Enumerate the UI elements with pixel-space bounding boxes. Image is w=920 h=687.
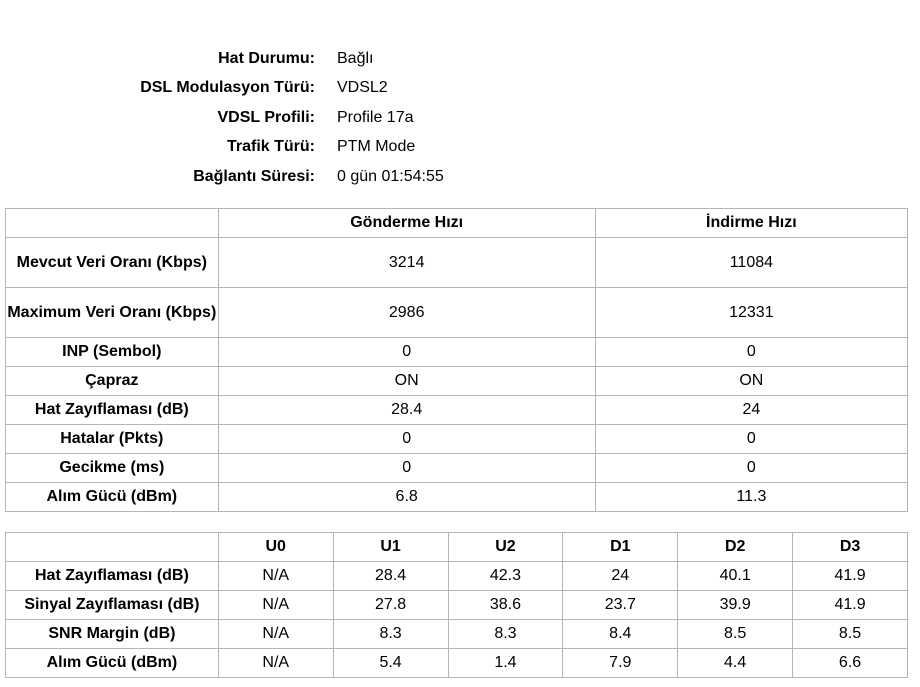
row-label: Mevcut Veri Oranı (Kbps) — [6, 238, 219, 288]
header-cell — [6, 533, 219, 562]
status-row-line-state — [0, 44, 444, 74]
upstream-value: 28.4 — [218, 396, 595, 425]
upstream-value: 0 — [218, 425, 595, 454]
band-value: 8.5 — [793, 620, 908, 649]
band-value: 41.9 — [793, 591, 908, 620]
table-row — [6, 338, 908, 367]
upstream-value: 3214 — [218, 238, 595, 288]
band-value: 28.4 — [333, 562, 448, 591]
band-value: 7.9 — [563, 649, 678, 678]
downstream-value: 0 — [595, 454, 907, 483]
status-label: Bağlantı Süresi: — [193, 167, 315, 185]
band-value: 4.4 — [678, 649, 793, 678]
header-cell — [6, 209, 219, 238]
table-row — [6, 396, 908, 425]
status-value: 0 gün 01:54:55 — [337, 167, 444, 185]
downstream-value: 11084 — [595, 238, 907, 288]
band-value: 38.6 — [448, 591, 563, 620]
band-value: 8.5 — [678, 620, 793, 649]
header-cell-band: U2 — [448, 533, 563, 562]
row-label: SNR Margin (dB) — [6, 620, 219, 649]
band-value: 8.4 — [563, 620, 678, 649]
status-label: Hat Durumu: — [218, 49, 315, 67]
upstream-value: 6.8 — [218, 483, 595, 512]
table-row — [6, 367, 908, 396]
status-label: DSL Modulasyon Türü: — [140, 79, 315, 97]
table-row — [6, 591, 908, 620]
status-label: Trafik Türü: — [226, 138, 315, 156]
table-header-row — [6, 209, 908, 238]
band-value: 6.6 — [793, 649, 908, 678]
table-row — [6, 483, 908, 512]
band-value: 41.9 — [793, 562, 908, 591]
band-value: 23.7 — [563, 591, 678, 620]
status-row-traffic-type — [0, 133, 444, 163]
table-row — [6, 238, 908, 288]
table-row — [6, 620, 908, 649]
connection-status-block — [0, 44, 444, 192]
downstream-value: ON — [595, 367, 907, 396]
row-label: Alım Gücü (dBm) — [6, 649, 219, 678]
row-label: Hat Zayıflaması (dB) — [6, 562, 219, 591]
band-value: N/A — [218, 620, 333, 649]
header-cell-band: D3 — [793, 533, 908, 562]
band-value: 24 — [563, 562, 678, 591]
row-label: Sinyal Zayıflaması (dB) — [6, 591, 219, 620]
header-cell-band: D2 — [678, 533, 793, 562]
band-value: 39.9 — [678, 591, 793, 620]
band-value: 27.8 — [333, 591, 448, 620]
downstream-value: 12331 — [595, 288, 907, 338]
header-cell-downstream: İndirme Hızı — [595, 209, 907, 238]
rates-table — [5, 208, 908, 512]
table-row — [6, 562, 908, 591]
band-value: N/A — [218, 562, 333, 591]
header-cell-band: U1 — [333, 533, 448, 562]
downstream-value: 11.3 — [595, 483, 907, 512]
band-value: 42.3 — [448, 562, 563, 591]
status-row-modulation — [0, 74, 444, 104]
upstream-value: 0 — [218, 454, 595, 483]
band-value: 8.3 — [448, 620, 563, 649]
band-value: 1.4 — [448, 649, 563, 678]
row-label: Gecikme (ms) — [6, 454, 219, 483]
status-value: PTM Mode — [337, 138, 416, 156]
table-row — [6, 454, 908, 483]
downstream-value: 24 — [595, 396, 907, 425]
header-cell-band: D1 — [563, 533, 678, 562]
status-value: VDSL2 — [337, 79, 388, 97]
row-label: INP (Sembol) — [6, 338, 219, 367]
upstream-value: 0 — [218, 338, 595, 367]
table-header-row — [6, 533, 908, 562]
status-label: VDSL Profili: — [217, 108, 315, 126]
band-value: 40.1 — [678, 562, 793, 591]
row-label: Çapraz — [6, 367, 219, 396]
band-value: N/A — [218, 649, 333, 678]
status-row-profile — [0, 103, 444, 133]
upstream-value: ON — [218, 367, 595, 396]
header-cell-band: U0 — [218, 533, 333, 562]
row-label: Alım Gücü (dBm) — [6, 483, 219, 512]
band-value: 8.3 — [333, 620, 448, 649]
row-label: Hatalar (Pkts) — [6, 425, 219, 454]
status-row-uptime — [0, 162, 444, 192]
table-row — [6, 649, 908, 678]
status-value: Profile 17a — [337, 108, 414, 126]
band-value: N/A — [218, 591, 333, 620]
band-value: 5.4 — [333, 649, 448, 678]
downstream-value: 0 — [595, 338, 907, 367]
band-table — [5, 532, 908, 678]
status-value: Bağlı — [337, 49, 374, 67]
header-cell-upstream: Gönderme Hızı — [218, 209, 595, 238]
downstream-value: 0 — [595, 425, 907, 454]
table-row — [6, 288, 908, 338]
upstream-value: 2986 — [218, 288, 595, 338]
row-label: Maximum Veri Oranı (Kbps) — [6, 288, 219, 338]
row-label: Hat Zayıflaması (dB) — [6, 396, 219, 425]
table-row — [6, 425, 908, 454]
